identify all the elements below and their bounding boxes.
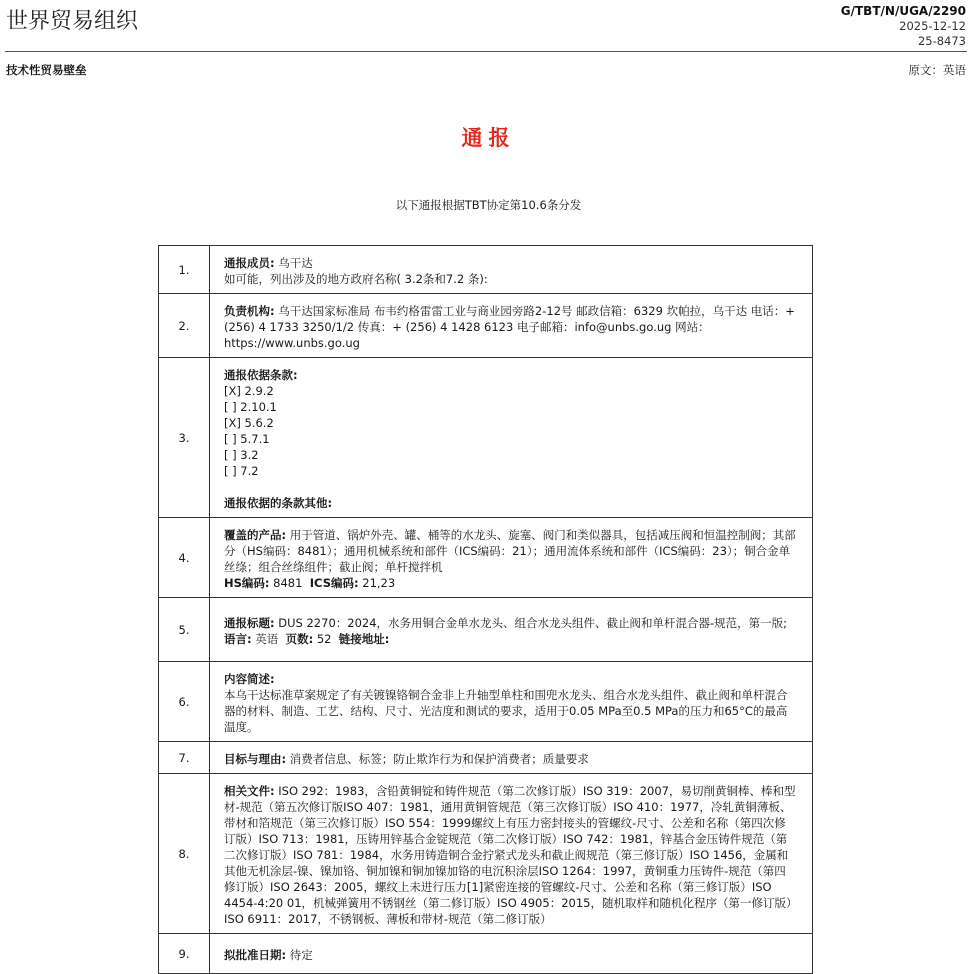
field-value: 乌干达 <box>278 255 313 270</box>
row-number: 7. <box>159 742 210 774</box>
row-content <box>210 246 813 294</box>
field-value: 21,23 <box>362 575 396 590</box>
row-number: 9. <box>159 934 210 974</box>
article-item: [X] 5.6.2 <box>224 415 274 430</box>
field-label: HS编码: <box>224 575 270 590</box>
field-label: 通报依据条款: <box>224 367 298 382</box>
original-language: 原文：英语 <box>908 63 966 77</box>
field-value: 52 <box>316 631 332 646</box>
row-number: 5. <box>159 598 210 662</box>
table-row <box>159 598 813 662</box>
field-value: 用于管道、锅炉外壳、罐、桶等的水龙头、旋塞、阀门和类似器具，包括减压阀和恒温控制阀；其部分（HS编码：8481）；通用机械系统和部件（ICS编码：21）；通用流体系统和部件（ICS编码：23）；铜合金单丝绦；组合丝绦组件；截止阀；单杆搅拌机 <box>224 527 796 574</box>
document-meta <box>841 4 966 49</box>
field-label: 页数: <box>285 631 314 646</box>
field-value: 消费者信息、标签；防止欺诈行为和保护消费者；质量要求 <box>289 751 589 766</box>
table-row <box>159 742 813 774</box>
row-number: 2. <box>159 294 210 358</box>
reference-number: 25-8473 <box>917 34 966 48</box>
document-date: 2025-12-12 <box>899 19 966 33</box>
field-value: 乌干达国家标准局 布韦约格雷雷工业与商业园旁路2-12号 邮政信箱：6329 坎帕拉，乌干达 电话：+ (256) 4 1733 3250/1/2 传真：+ (256) 4 1428 6123 电子邮箱：info@unbs.go.ug 网站：https://www.unbs.go.ug <box>224 303 795 350</box>
field-value: ISO 292：1983，含铅黄铜锭和铸件规范（第二次修订版）ISO 319：2007，易切削黄铜棒、棒和型材-规范（第五次修订版ISO 407：1981，通用黄铜管规范（第三次修订版）ISO 410：1977，冷轧黄铜薄板、带材和箔规范（第三次修订版）ISO 554：1999螺纹上有压力密封接头的管螺纹-尺寸、公差和名称（第四次修订版）ISO 713：1981，压铸用锌基合金锭规范（第二次修订版）ISO 742：1981，锌基合金压铸件规范（第二次修订版）ISO 781：1984，水务用铸造铜合金拧紧式龙头和截止阀规范（第三修订版）ISO 1456，金属和其他无机涂层-镍、镍加铬、铜加镍和铜加镍加铬的电沉积涂层ISO 1264：1997，黄铜重力压铸件-规范（第四修订版）ISO 2643：2005，螺纹上未进行压力[1]紧密连接的管螺纹-尺寸、公差和名称（第三修订版）ISO 4454-4:20 01，机械弹簧用不锈钢丝（第二修订版）ISO 4905：2015，随机取样和随机化程序（第一修订版）ISO 6911：2017，不锈钢板、薄板和带材-规范（第二修订版） <box>224 783 796 926</box>
field-value: 待定 <box>289 947 313 962</box>
row-content <box>210 774 813 934</box>
article-item: [ ] 3.2 <box>224 447 259 462</box>
field-label: 负责机构: <box>224 303 275 318</box>
field-label: 内容简述: <box>224 671 275 686</box>
row-content <box>210 742 813 774</box>
field-value: 8481 <box>273 575 303 590</box>
row-number: 8. <box>159 774 210 934</box>
article-item: [X] 2.9.2 <box>224 383 274 398</box>
row-content <box>210 934 813 974</box>
notification-table <box>158 245 813 974</box>
row-content <box>210 294 813 358</box>
row-number: 3. <box>159 358 210 518</box>
field-label: 通报成员: <box>224 255 275 270</box>
header-divider <box>5 51 967 52</box>
intro-text: 以下通报根据TBT协定第10.6条分发 <box>395 198 582 212</box>
committee-name: 技术性贸易壁垒 <box>6 63 87 77</box>
field-label: 目标与理由: <box>224 751 287 766</box>
table-row <box>159 358 813 518</box>
row-number: 4. <box>159 518 210 598</box>
table-row <box>159 934 813 974</box>
table-row <box>159 518 813 598</box>
field-label: 通报标题: <box>224 615 275 630</box>
document-number: G/TBT/N/UGA/2290 <box>840 4 966 18</box>
organization-name: 世界贸易组织 <box>6 9 139 34</box>
field-note: 如可能，列出涉及的地方政府名称( 3.2条和7.2 条): <box>224 271 488 286</box>
field-value: 英语 <box>255 631 279 646</box>
field-label: 语言: <box>224 631 252 646</box>
row-number: 6. <box>159 662 210 742</box>
field-label: ICS编码: <box>309 575 359 590</box>
page-title: 通报 <box>461 126 516 150</box>
article-item: [ ] 7.2 <box>224 463 259 478</box>
article-item: [ ] 5.7.1 <box>224 431 270 446</box>
field-value: 本乌干达标准草案规定了有关镀镍铬铜合金非上升轴型单柱和围兜水龙头、组合水龙头组件、截止阀和单杆混合器的材料、制造、工艺、结构、尺寸、光洁度和测试的要求，适用于0.05 MPa至0.5 MPa的压力和65°C的最高温度。 <box>224 687 788 734</box>
row-number: 1. <box>159 246 210 294</box>
field-label: 覆盖的产品: <box>224 527 287 542</box>
field-value: DUS 2270：2024，水务用铜合金单水龙头、组合水龙头组件、截止阀和单杆混合器-规范，第一版; <box>278 615 788 630</box>
field-label: 相关文件: <box>224 783 275 798</box>
row-content <box>210 518 813 598</box>
table-row <box>159 662 813 742</box>
row-content <box>210 662 813 742</box>
field-label: 链接地址: <box>338 631 390 646</box>
row-content <box>210 358 813 518</box>
table-row <box>159 246 813 294</box>
row-content <box>210 598 813 662</box>
table-row <box>159 294 813 358</box>
article-item: [ ] 2.10.1 <box>224 399 277 414</box>
table-row <box>159 774 813 934</box>
field-label: 拟批准日期: <box>224 947 287 962</box>
field-label: 通报依据的条款其他: <box>224 495 333 510</box>
